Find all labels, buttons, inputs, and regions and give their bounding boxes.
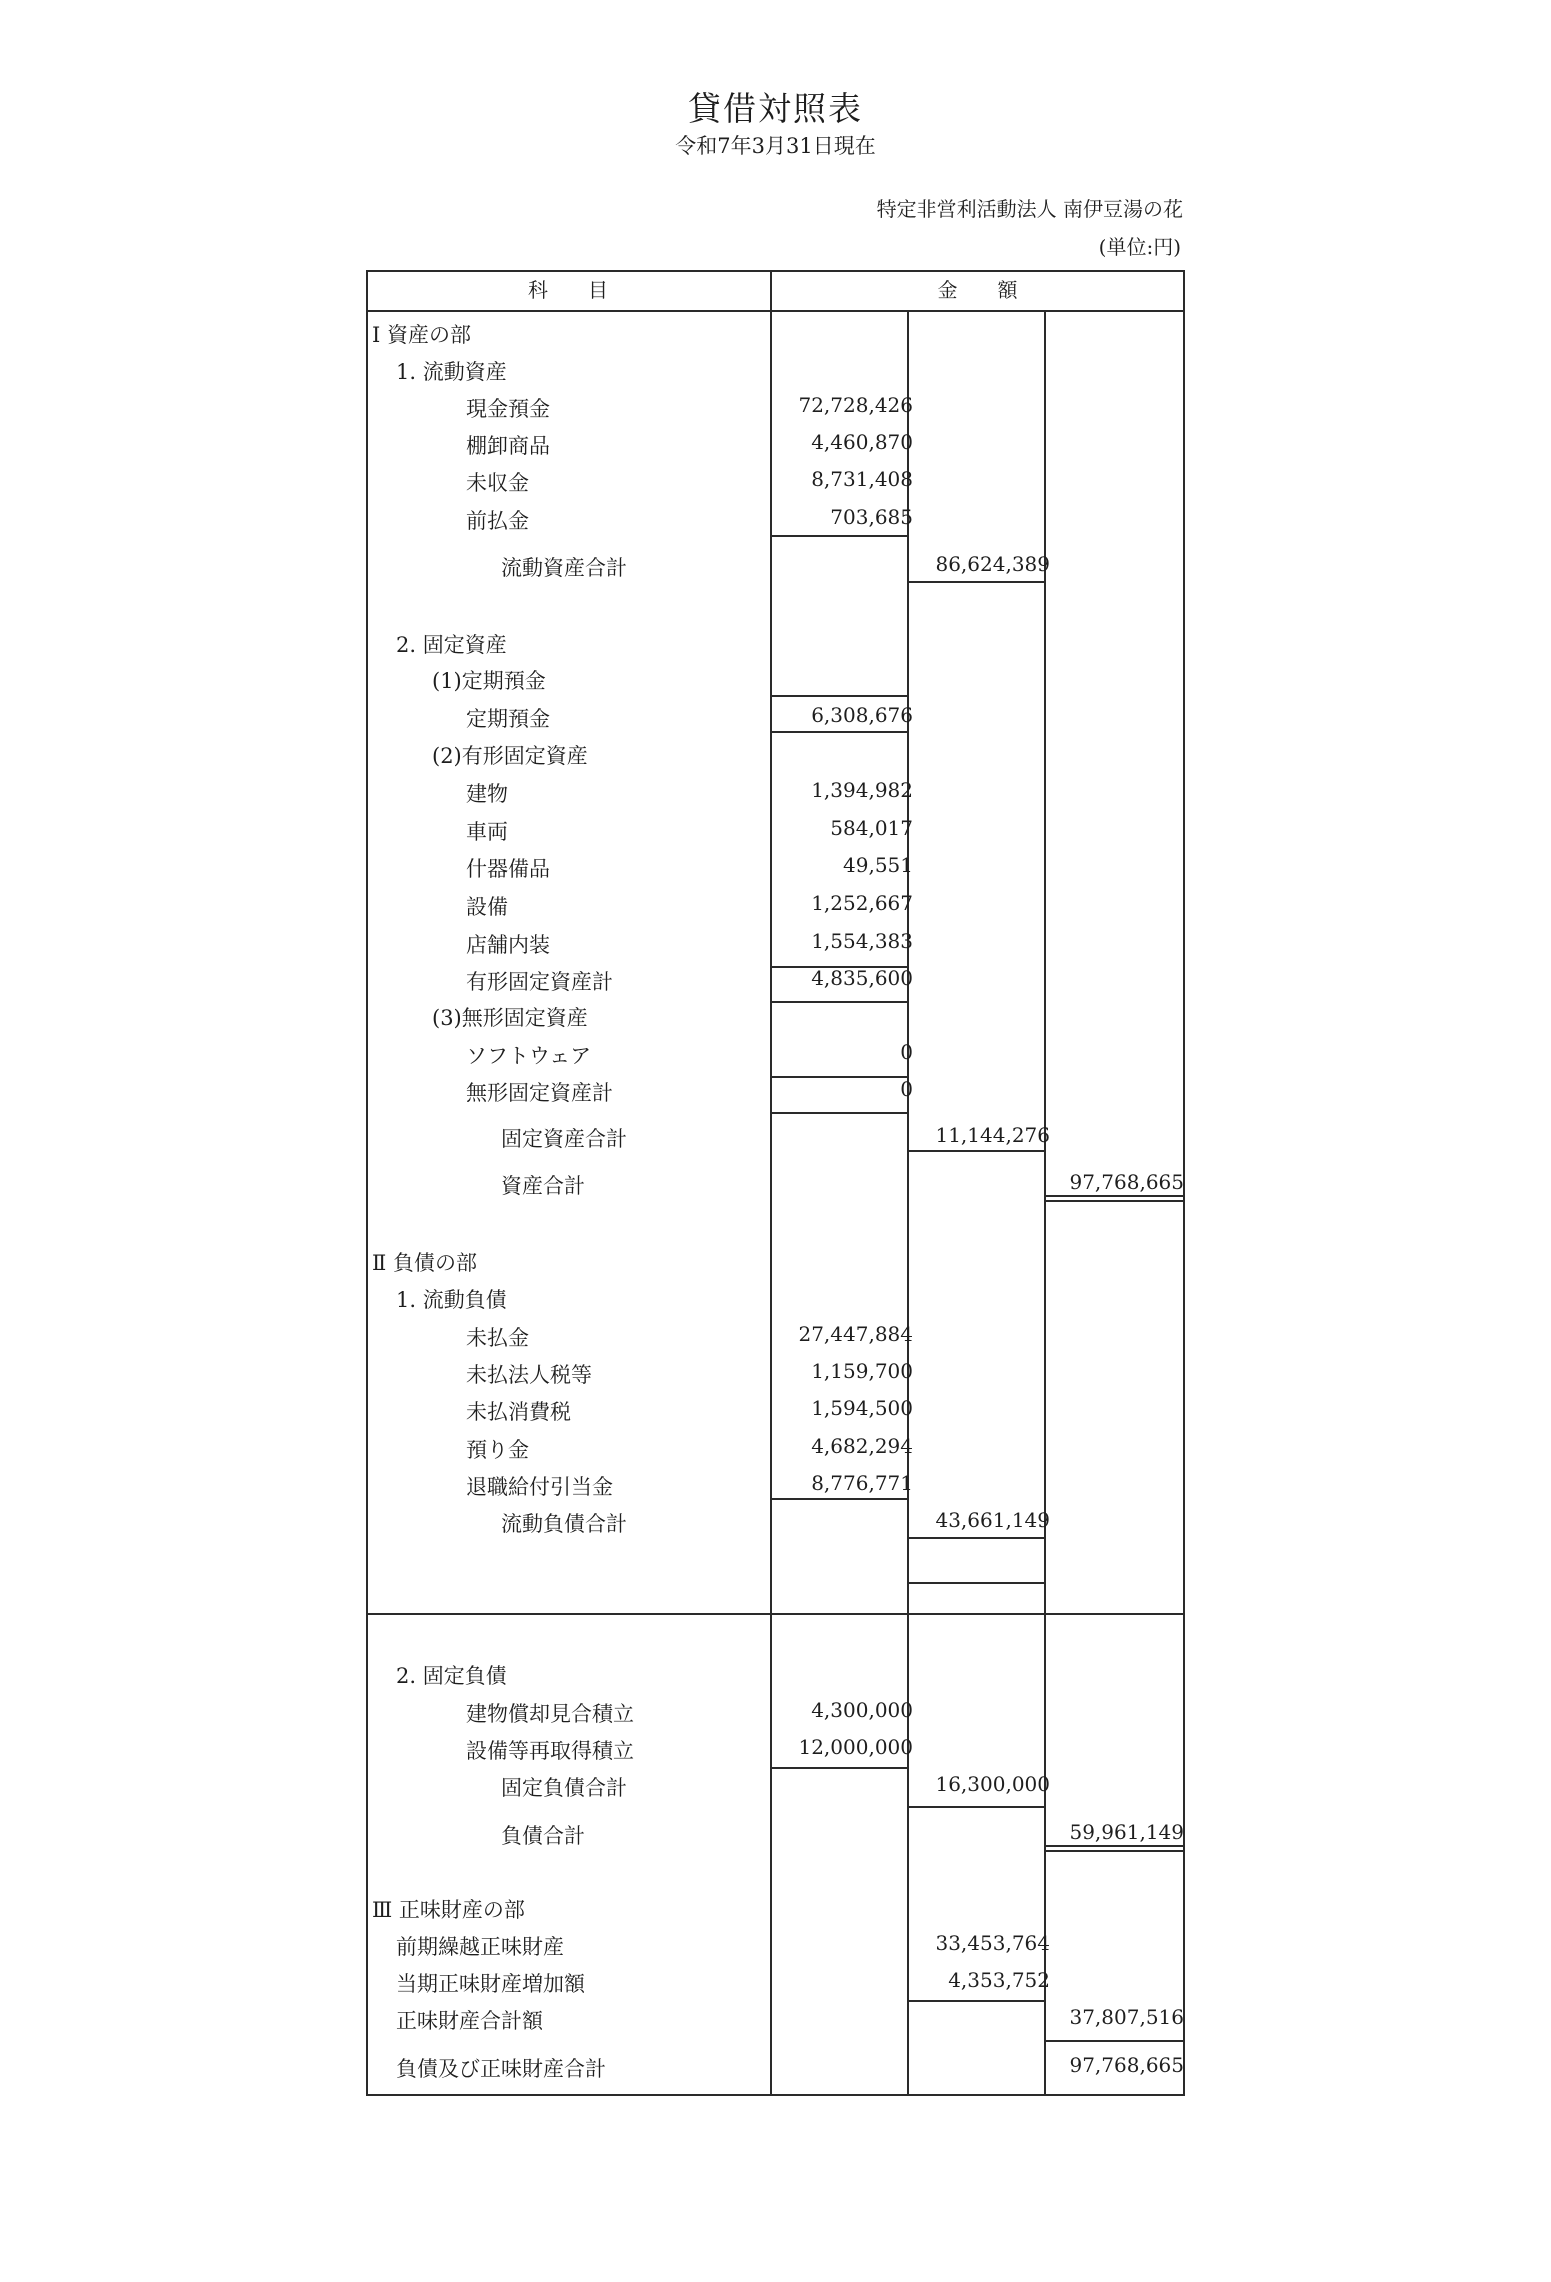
amount-v1: 12,000,000 — [798, 1735, 913, 1759]
row-label: 店舗内装 — [466, 933, 550, 957]
table-row — [366, 1964, 1185, 1994]
unit-label: (単位:円) — [1098, 235, 1181, 259]
section-divider — [366, 1613, 1185, 1615]
table-row — [366, 2049, 1185, 2079]
row-label: 前期繰越正味財産 — [396, 1935, 564, 1959]
table-row — [366, 463, 1185, 493]
row-label: 固定負債合計 — [501, 1776, 627, 1800]
table-row — [366, 1768, 1185, 1798]
table-row — [366, 998, 1185, 1028]
table-row — [366, 661, 1185, 691]
double-rule — [1046, 1200, 1183, 1202]
row-label: 定期預金 — [466, 707, 550, 731]
rule — [772, 1498, 907, 1500]
amount-v1: 4,460,870 — [811, 430, 913, 454]
amount-v1: 4,835,600 — [811, 966, 913, 990]
amount-v3: 37,807,516 — [1069, 2005, 1184, 2029]
row-label: Ⅱ 負債の部 — [372, 1251, 477, 1275]
table-row — [366, 352, 1185, 382]
table-row — [366, 925, 1185, 955]
row-label: 無形固定資産計 — [466, 1081, 613, 1105]
table-row — [366, 849, 1185, 879]
amount-v1: 8,731,408 — [811, 467, 913, 491]
row-label: 前払金 — [466, 509, 529, 533]
table-row — [366, 315, 1185, 345]
row-label: 2. 固定資産 — [396, 633, 507, 657]
amount-v3: 59,961,149 — [1069, 1820, 1184, 1844]
row-label: Ⅰ 資産の部 — [372, 323, 471, 347]
row-label: 2. 固定負債 — [396, 1664, 507, 1688]
row-label: 建物 — [466, 782, 508, 806]
row-label: 流動負債合計 — [501, 1512, 627, 1536]
table-row — [366, 548, 1185, 578]
rule — [909, 1806, 1044, 1808]
row-label: 未収金 — [466, 471, 529, 495]
table-row — [366, 1036, 1185, 1066]
table-row — [366, 389, 1185, 419]
table-row — [366, 1816, 1185, 1846]
row-label: 設備等再取得積立 — [466, 1739, 634, 1763]
amount-v1: 4,300,000 — [811, 1698, 913, 1722]
row-label: 資産合計 — [501, 1174, 585, 1198]
amount-v3: 97,768,665 — [1069, 1170, 1184, 1194]
amount-v1: 49,551 — [843, 853, 913, 877]
row-label: 固定資産合計 — [501, 1127, 627, 1151]
amount-v2: 11,144,276 — [935, 1123, 1050, 1147]
row-label: 設備 — [466, 895, 508, 919]
row-label: 車両 — [466, 820, 508, 844]
row-label: 正味財産合計額 — [396, 2009, 543, 2033]
table-row — [366, 1243, 1185, 1273]
row-label: 負債及び正味財産合計 — [396, 2057, 606, 2081]
row-label: 預り金 — [466, 1438, 529, 1462]
amount-v2: 43,661,149 — [935, 1508, 1050, 1532]
table-row — [366, 1656, 1185, 1686]
amount-v1: 584,017 — [830, 816, 913, 840]
amount-v2: 4,353,752 — [948, 1968, 1050, 1992]
amount-v1: 1,159,700 — [811, 1359, 913, 1383]
table-row — [366, 1694, 1185, 1724]
rule — [772, 535, 907, 537]
table-row — [366, 1430, 1185, 1460]
rule — [909, 581, 1044, 583]
table-row — [366, 426, 1185, 456]
table-row — [366, 1504, 1185, 1534]
document-title: 貸借対照表 — [688, 89, 863, 128]
row-label: 1. 流動資産 — [396, 360, 507, 384]
row-label: 棚卸商品 — [466, 434, 550, 458]
amount-v1: 1,394,982 — [811, 778, 913, 802]
amount-v1: 8,776,771 — [811, 1471, 913, 1495]
header-divider — [366, 310, 1185, 312]
column-header-subject: 科 目 — [528, 278, 608, 302]
amount-v3: 97,768,665 — [1069, 2053, 1184, 2077]
amount-v1: 1,594,500 — [811, 1396, 913, 1420]
table-row — [366, 1467, 1185, 1497]
rule — [772, 695, 907, 697]
table-row — [366, 1355, 1185, 1385]
amount-v1: 27,447,884 — [798, 1322, 913, 1346]
row-label: 建物償却見合積立 — [466, 1702, 634, 1726]
amount-v1: 72,728,426 — [798, 393, 913, 417]
column-header-amount: 金 額 — [937, 278, 1018, 302]
amount-v1: 0 — [900, 1077, 913, 1101]
table-row — [366, 1318, 1185, 1348]
table-row — [366, 774, 1185, 804]
amount-v1: 1,554,383 — [811, 929, 913, 953]
table-border-top — [366, 270, 1185, 272]
table-row — [366, 1731, 1185, 1761]
table-row — [366, 736, 1185, 766]
table-row — [366, 1166, 1185, 1196]
row-label: 当期正味財産増加額 — [396, 1972, 585, 1996]
table-row — [366, 1073, 1185, 1103]
organization-name: 特定非営利活動法人 南伊豆湯の花 — [876, 197, 1183, 221]
table-row — [366, 887, 1185, 917]
row-label: Ⅲ 正味財産の部 — [372, 1898, 525, 1922]
rule — [909, 1150, 1044, 1152]
subtotal-underline — [909, 1582, 1046, 1584]
table-row — [366, 1392, 1185, 1422]
amount-v1: 1,252,667 — [811, 891, 913, 915]
row-label: 什器備品 — [466, 857, 550, 881]
row-label: (2)有形固定資産 — [432, 744, 588, 768]
amount-v1: 0 — [900, 1040, 913, 1064]
amount-v2: 86,624,389 — [935, 552, 1050, 576]
table-border-bottom — [366, 2094, 1185, 2096]
amount-v2: 16,300,000 — [935, 1772, 1050, 1796]
table-row — [366, 501, 1185, 531]
rule — [1046, 2040, 1183, 2042]
double-rule — [1046, 1850, 1183, 1852]
row-label: 未払消費税 — [466, 1400, 571, 1424]
table-row — [366, 1280, 1185, 1310]
table-row — [366, 1927, 1185, 1957]
table-row — [366, 812, 1185, 842]
row-label: 1. 流動負債 — [396, 1288, 507, 1312]
table-row — [366, 1890, 1185, 1920]
row-label: (1)定期預金 — [432, 669, 546, 693]
table-row — [366, 699, 1185, 729]
table-row — [366, 962, 1185, 992]
amount-v1: 703,685 — [830, 505, 913, 529]
row-label: 未払金 — [466, 1326, 529, 1350]
row-label: 流動資産合計 — [501, 556, 627, 580]
table-row — [366, 625, 1185, 655]
amount-v1: 6,308,676 — [811, 703, 913, 727]
rule — [772, 1112, 907, 1114]
row-label: (3)無形固定資産 — [432, 1006, 588, 1030]
balance-sheet-table — [366, 270, 1185, 2096]
rule — [772, 731, 907, 733]
table-row — [366, 1119, 1185, 1149]
row-label: 未払法人税等 — [466, 1363, 592, 1387]
table-row — [366, 2001, 1185, 2031]
as-of-date: 令和7年3月31日現在 — [675, 134, 876, 158]
row-label: ソフトウェア — [466, 1044, 592, 1068]
amount-v2: 33,453,764 — [935, 1931, 1050, 1955]
row-label: 有形固定資産計 — [466, 970, 613, 994]
amount-v1: 4,682,294 — [811, 1434, 913, 1458]
rule — [909, 1537, 1044, 1539]
row-label: 現金預金 — [466, 397, 550, 421]
row-label: 負債合計 — [501, 1824, 585, 1848]
row-label: 退職給付引当金 — [466, 1475, 613, 1499]
